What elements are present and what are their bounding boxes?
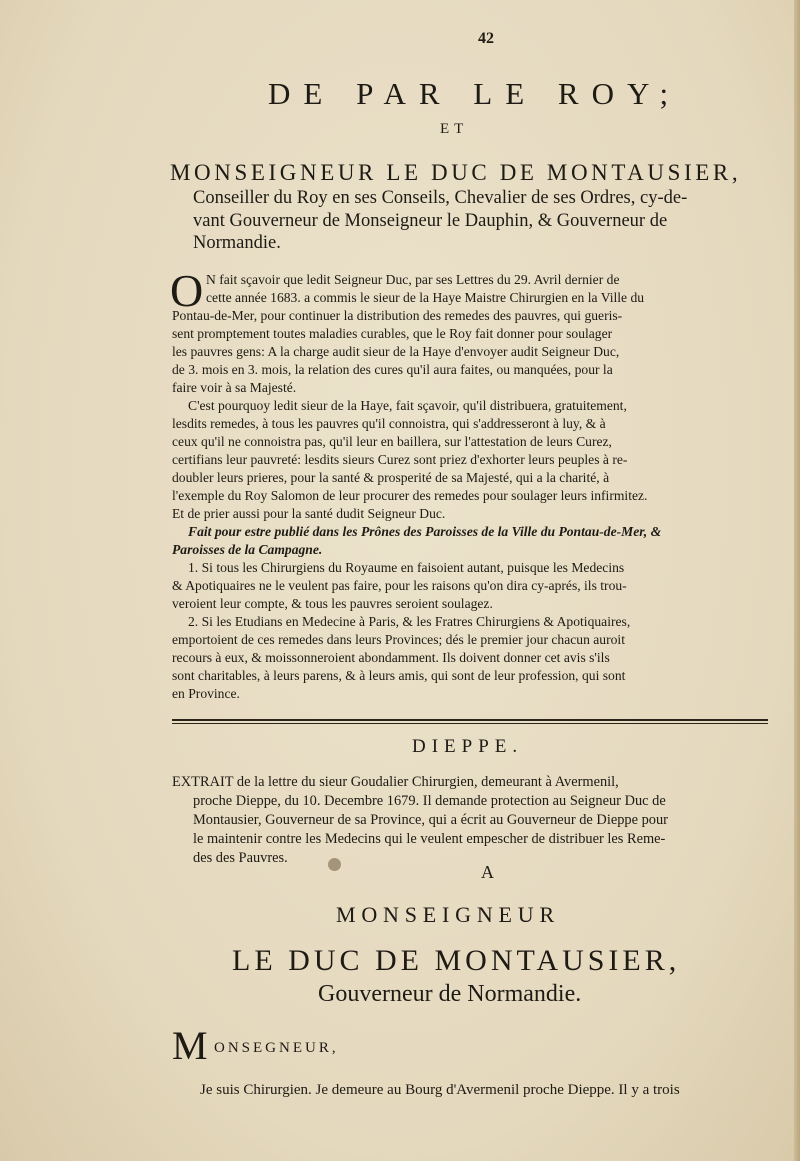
text-line: l'exemple du Roy Salomon de leur procurer des remedes pour soulager leurs infirmitez. [172,488,648,503]
subtitle-line: Conseiller du Roy en ses Conseils, Chevalier de ses Ordres, cy-de- [193,188,688,208]
recipient-monseigneur: MONSEIGNEUR [336,902,560,927]
text-line: les pauvres gens: A la charge audit sieur de la Haye d'envoyer audit Seigneur Duc, [172,344,620,359]
dieppe-heading: DIEPPE. [412,736,524,757]
text-line: recours à eux, & moissonneroient abondamment. Ils doivent donner cet avis s'ils [172,650,610,665]
text-line: Et de prier aussi pour la santé dudit Seigneur Duc. [172,506,446,521]
heading-de-par-le-roy: DE PAR LE ROY; [268,76,682,111]
text-line: des des Pauvres. [193,850,288,866]
text-line: le maintenir contre les Medecins qui le veulent empescher de distribuer les Reme- [193,831,666,847]
text-line: lesdits remedes, à tous les pauvres qu'il connoistra, qui s'addresseront à luy, & à [172,416,606,431]
text-line: ceux qu'il ne connoistra pas, qu'il leur en baillera, sur l'attestation de leurs Curez, [172,434,612,449]
page-number: 42 [478,30,494,47]
salutation: ONSEGNEUR, [214,1040,339,1056]
subtitle-line: vant Gouverneur de Monseigneur le Dauphin, & Gouverneur de [193,211,668,231]
text-line: EXTRAIT de la lettre du sieur Goudalier Chirurgien, demeurant à Avermenil, [172,774,619,790]
text-line: Pontau-de-Mer, pour continuer la distribution des remedes des pauvres, qui gueris- [172,308,623,323]
text-line: en Province. [172,686,240,701]
text-line: faire voir à sa Majesté. [172,380,297,395]
text-line: Paroisses de la Campagne. [172,542,323,557]
text-line: doubler leurs prieres, pour la santé & prosperité de sa Majesté, qui a la charité, à [172,470,610,485]
heading-monseigneur-duc: MONSEIGNEUR LE DUC DE MONTAUSIER, [170,160,742,185]
text-line: Montausier, Gouverneur de sa Province, qui a écrit au Gouverneur de Dieppe pour [193,812,668,828]
big-initial: M [172,1023,208,1068]
drop-cap: O [170,265,204,316]
recipient-gouverneur: Gouverneur de Normandie. [318,981,582,1007]
text-line: cette année 1683. a commis le sieur de la Haye Maistre Chirurgien en la Ville du [206,290,645,305]
letter-first-line: Je suis Chirurgien. Je demeure au Bourg d'Avermenil proche Dieppe. Il y a trois [200,1082,680,1098]
section-divider-thin [172,723,768,724]
subtitle-line: Normandie. [193,233,281,253]
text-line: Fait pour estre publié dans les Prônes des Paroisses de la Ville du Pontau-de-Mer, & [188,524,662,539]
text-line: de 3. mois en 3. mois, la relation des cures qu'il aura faites, ou manquées, pour la [172,362,613,377]
text-line: emportoient de ces remedes dans leurs Provinces; dés le premier jour chacun auroit [172,632,625,647]
text-line: veroient leur compte, & tous les pauvres seroient soulagez. [172,596,493,611]
text-line: 2. Si les Etudians en Medecine à Paris, & les Fratres Chirurgiens & Apotiquaires, [188,614,631,629]
heading-et: ET [440,121,469,137]
letter-a: A [481,862,494,882]
text-line: C'est pourquoy ledit sieur de la Haye, fait sçavoir, qu'il distribuera, gratuitement, [188,398,627,413]
text-line: 1. Si tous les Chirurgiens du Royaume en faisoient autant, puisque les Medecins [188,560,625,575]
recipient-duc: LE DUC DE MONTAUSIER, [232,944,681,977]
page-edge [794,0,800,1161]
text-line: N fait sçavoir que ledit Seigneur Duc, par ses Lettres du 29. Avril dernier de [206,272,620,287]
text-line: & Apotiquaires ne le veulent pas faire, pour les raisons qu'on dira cy-aprés, ils trou- [172,578,627,593]
text-line: sont charitables, à leurs parens, & à leurs amis, qui sont de leur profession, qui sont [172,668,626,683]
text-line: certifians leur pauvreté: lesdits sieurs Curez sont priez d'exhorter leurs peuples à re- [172,452,628,467]
text-line: sent promptement toutes maladies curables, que le Roy fait donner pour soulager [172,326,613,341]
ink-stain [328,858,341,871]
text-line: proche Dieppe, du 10. Decembre 1679. Il demande protection au Seigneur Duc de [193,793,666,809]
section-divider [172,719,768,721]
